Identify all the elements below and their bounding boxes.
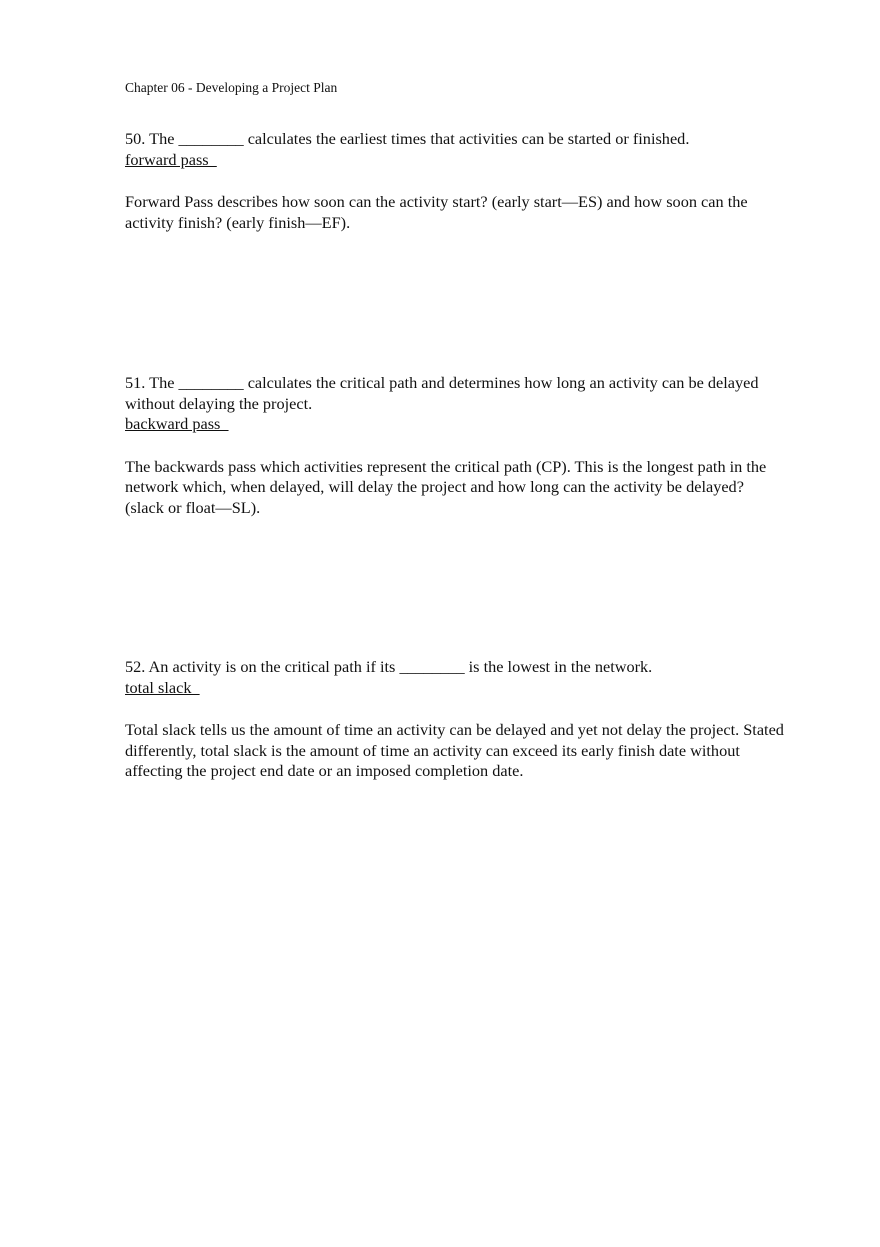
question-52 xyxy=(125,657,785,782)
question-text: 51. The ________ calculates the critical path and determines how long an activity can be delayed without delaying the project. xyxy=(125,373,759,413)
answer: backward pass xyxy=(125,414,229,433)
explanation: Total slack tells us the amount of time an activity can be delayed and yet not delay the project. Stated differently, total slack is the amount of time an activity can exceed its early finish date without affecting the project end date or an imposed completion date. xyxy=(125,720,784,780)
page-header: Chapter 06 - Developing a Project Plan xyxy=(125,80,338,95)
explanation: The backwards pass which activities represent the critical path (CP). This is the longest path in the network which, when delayed, will delay the project and how long can the activity be delayed? (slack or float—SL). xyxy=(125,456,767,517)
question-text: 50. The ________ calculates the earliest times that activities can be started or finished. xyxy=(125,129,690,148)
question-text: 52. An activity is on the critical path if its ________ is the lowest in the network. xyxy=(125,657,653,676)
explanation: Forward Pass describes how soon can the activity start? (early start—ES) and how soon can the activity finish? (early finish—EF). xyxy=(125,192,748,232)
answer: forward pass xyxy=(125,149,217,169)
answer: total slack xyxy=(125,677,200,697)
question-50 xyxy=(125,129,785,233)
question-51 xyxy=(125,373,785,518)
